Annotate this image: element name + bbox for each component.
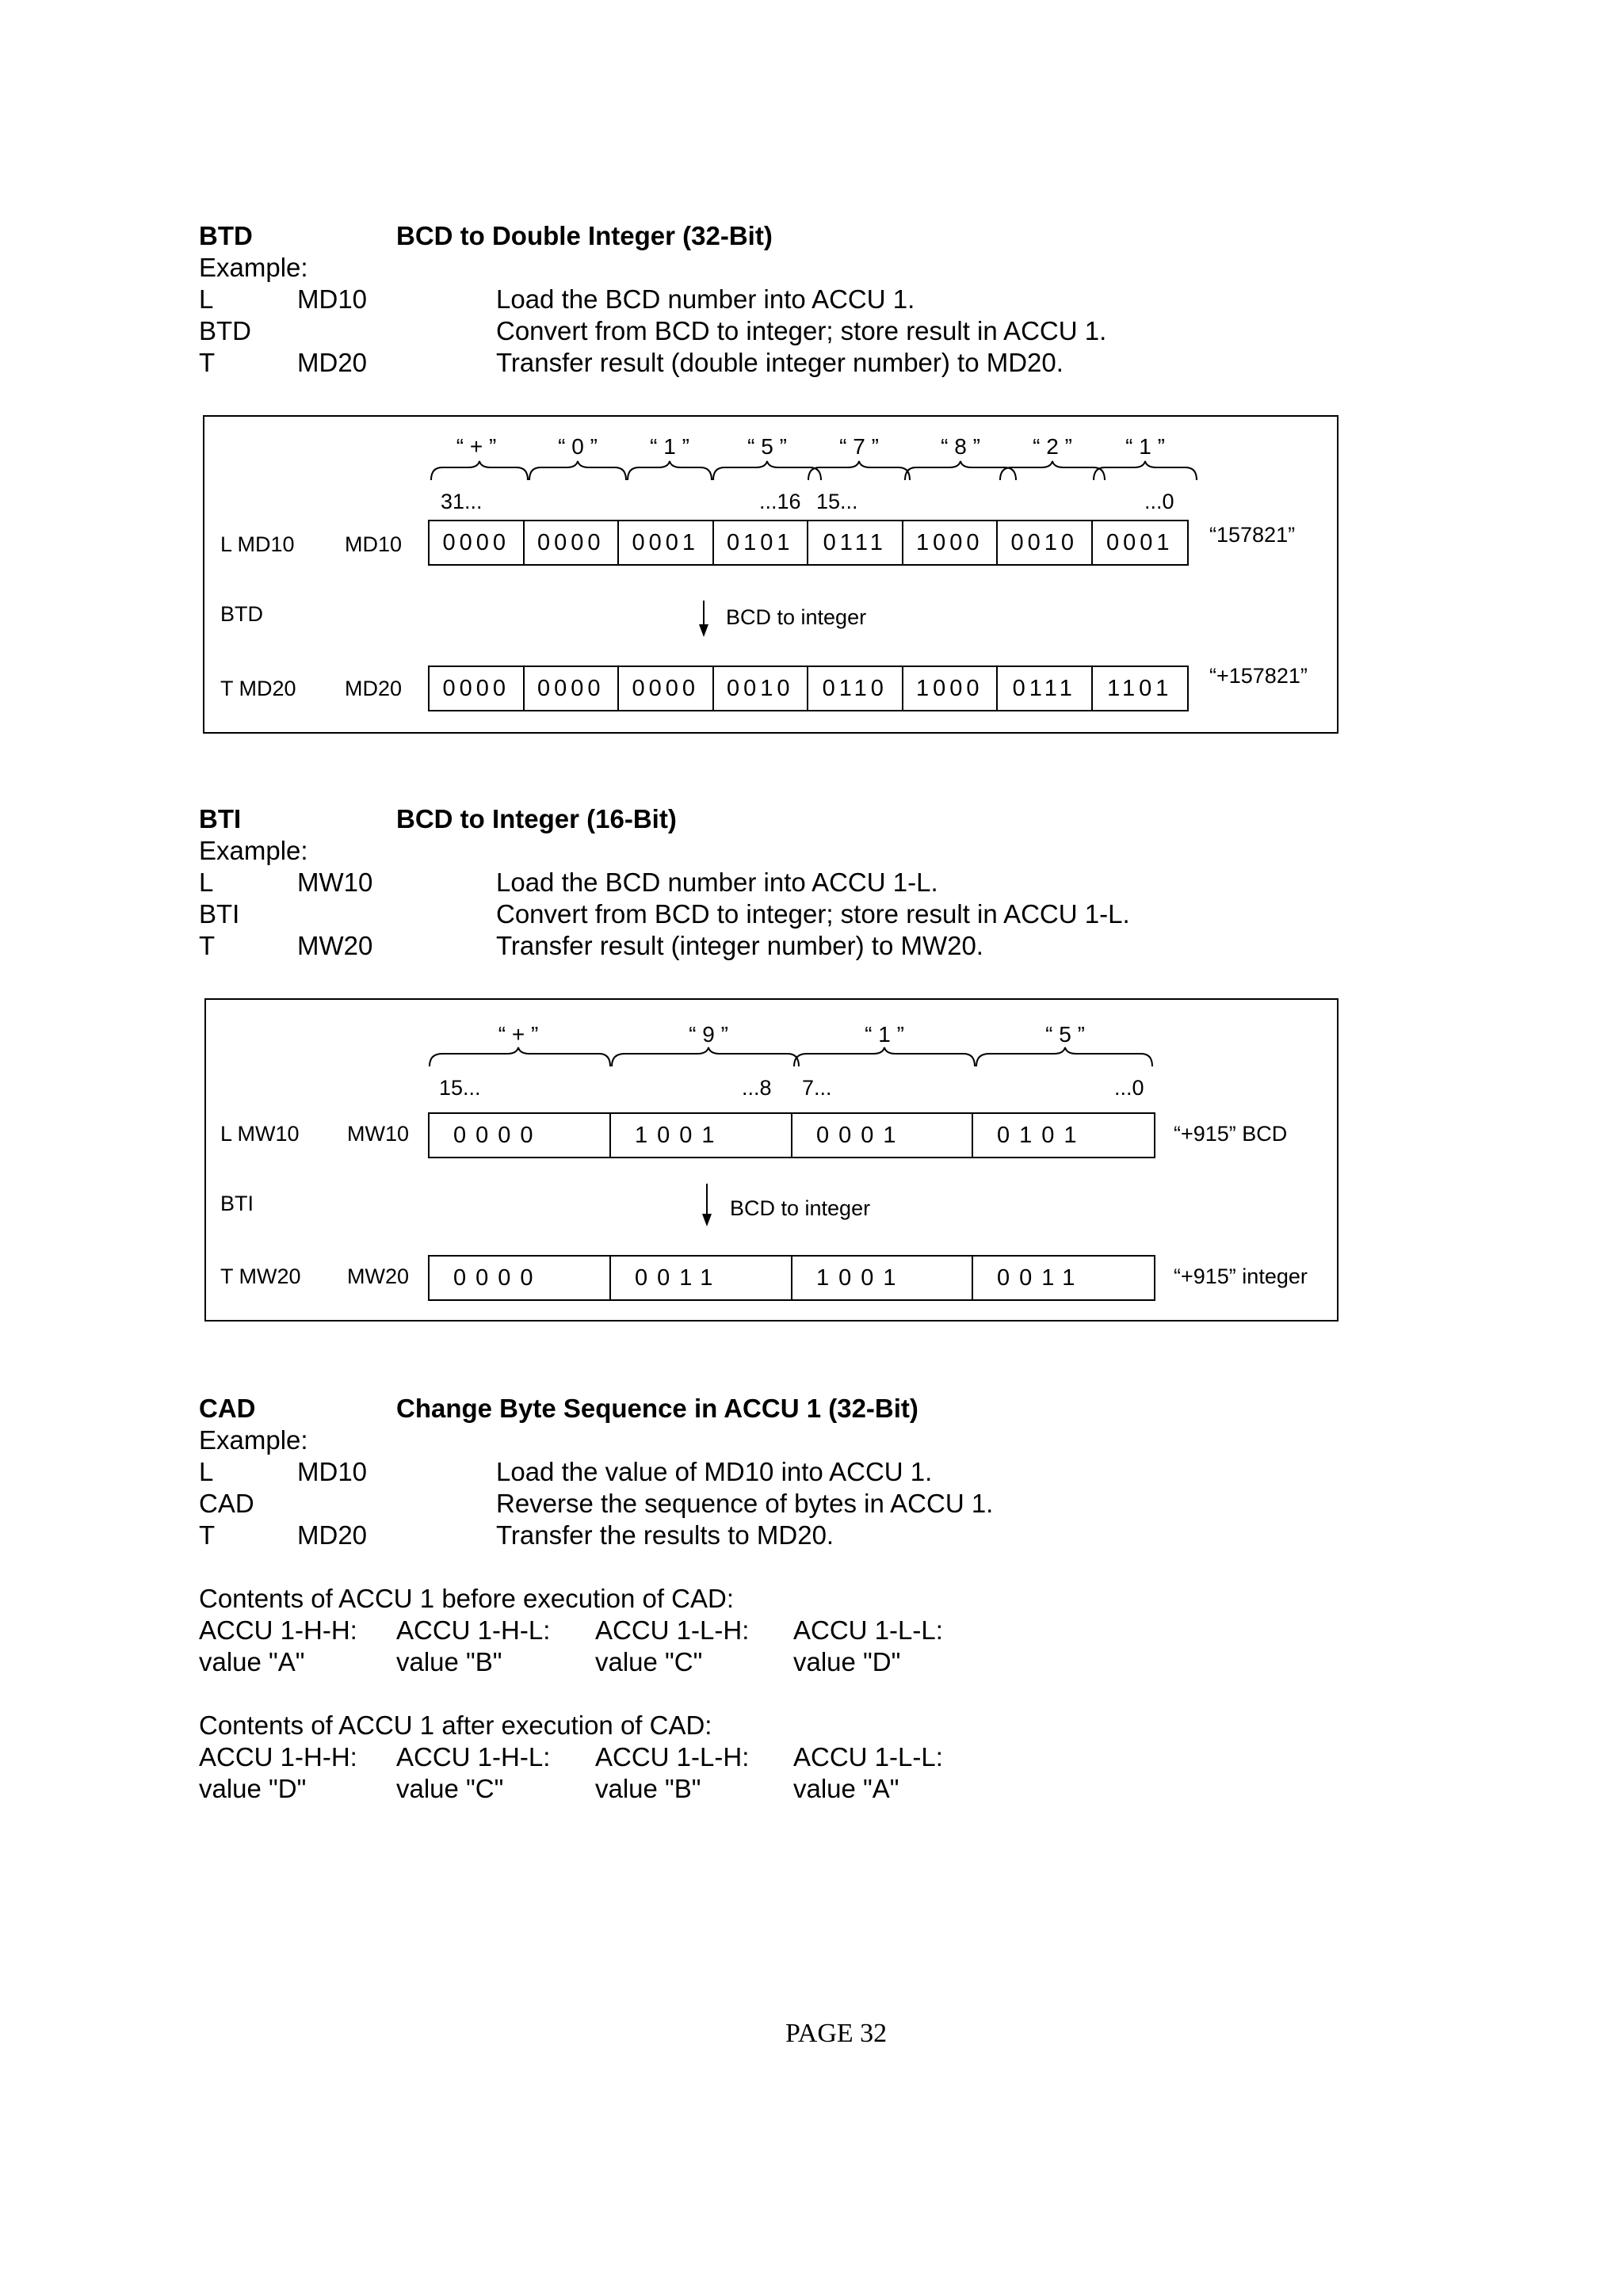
bti-row1-value: “+915” BCD bbox=[1174, 1122, 1288, 1146]
btd-digit: “ 1 ” bbox=[650, 434, 689, 459]
bti-op-arrow-label: BCD to integer bbox=[730, 1196, 871, 1220]
bit-nibble: 0000 bbox=[619, 667, 714, 710]
cad-after-header: ACCU 1-L-H: bbox=[595, 1742, 750, 1772]
bit-nibble: 0101 bbox=[997, 1122, 1086, 1148]
btd-line-desc: Load the BCD number into ACCU 1. bbox=[496, 284, 915, 314]
cad-line-desc: Reverse the sequence of bytes in ACCU 1. bbox=[496, 1489, 994, 1518]
btd-digit: “ 2 ” bbox=[1033, 434, 1072, 459]
cad-before-value: value "B" bbox=[396, 1647, 502, 1676]
bti-row2-reg: MW20 bbox=[347, 1264, 410, 1288]
bti-digit: “ 9 ” bbox=[689, 1022, 728, 1047]
btd-row2-cells bbox=[428, 666, 1189, 711]
bit-nibble: 0000 bbox=[430, 521, 525, 564]
cad-before-heading: Contents of ACCU 1 before execution of CAD: bbox=[199, 1584, 735, 1613]
btd-line-arg: MD20 bbox=[297, 348, 368, 377]
btd-example-label: Example: bbox=[199, 253, 308, 282]
cad-before-value: value "C" bbox=[595, 1647, 703, 1676]
cad-after-header: ACCU 1-H-H: bbox=[199, 1742, 357, 1772]
bti-bit-7: 7... bbox=[802, 1076, 832, 1100]
bit-nibble: 0011 bbox=[611, 1257, 792, 1299]
btd-line-desc: Transfer result (double integer number) to MD20. bbox=[496, 348, 1064, 377]
bti-digit: “ + ” bbox=[498, 1022, 539, 1047]
btd-row1-value: “157821” bbox=[1209, 523, 1296, 547]
bti-title: BCD to Integer (16-Bit) bbox=[396, 804, 677, 833]
btd-row1-reg: MD10 bbox=[345, 532, 403, 556]
bti-bit-15: 15... bbox=[439, 1076, 481, 1100]
btd-bit-31: 31... bbox=[441, 490, 483, 513]
btd-digit: “ 5 ” bbox=[747, 434, 787, 459]
bit-nibble: 0001 bbox=[792, 1114, 973, 1157]
btd-digit: “ 1 ” bbox=[1125, 434, 1165, 459]
page-number: PAGE 32 bbox=[785, 2019, 888, 2048]
bti-op-instr: BTI bbox=[220, 1192, 254, 1215]
btd-line-op: T bbox=[199, 348, 216, 377]
bti-line-arg: MW20 bbox=[297, 931, 373, 960]
bit-nibble: 1001 bbox=[792, 1257, 973, 1299]
bit-nibble: 0011 bbox=[997, 1264, 1085, 1291]
cad-mnemonic: CAD bbox=[199, 1394, 256, 1423]
bti-diagram bbox=[204, 998, 1338, 1322]
btd-op-instr: BTD bbox=[220, 602, 263, 626]
cad-after-value: value "D" bbox=[199, 1774, 307, 1803]
cad-line-desc: Transfer the results to MD20. bbox=[496, 1520, 834, 1550]
bit-nibble: 1000 bbox=[903, 521, 999, 564]
bti-line-desc: Transfer result (integer number) to MW20. bbox=[496, 931, 983, 960]
bti-example-label: Example: bbox=[199, 836, 308, 865]
cad-title: Change Byte Sequence in ACCU 1 (32-Bit) bbox=[396, 1394, 918, 1423]
bit-nibble: 1101 bbox=[1107, 675, 1173, 701]
cad-before-header: ACCU 1-L-H: bbox=[595, 1615, 750, 1645]
btd-line-op: L bbox=[199, 284, 214, 314]
btd-bit-0: ...0 bbox=[1144, 490, 1174, 513]
bti-line-desc: Load the BCD number into ACCU 1-L. bbox=[496, 868, 938, 897]
btd-row1-instr: L MD10 bbox=[220, 532, 295, 556]
cad-after-value: value "B" bbox=[595, 1774, 701, 1803]
bit-nibble: 0000 bbox=[430, 667, 525, 710]
cad-after-value: value "A" bbox=[793, 1774, 899, 1803]
bit-nibble: 0010 bbox=[998, 521, 1093, 564]
cad-line-arg: MD10 bbox=[297, 1457, 368, 1486]
bit-nibble: 1001 bbox=[611, 1114, 792, 1157]
btd-diagram bbox=[203, 415, 1338, 734]
bti-row2-instr: T MW20 bbox=[220, 1264, 301, 1288]
cad-after-header: ACCU 1-H-L: bbox=[396, 1742, 551, 1772]
cad-before-value: value "D" bbox=[793, 1647, 901, 1676]
cad-line-arg: MD20 bbox=[297, 1520, 368, 1550]
btd-title: BCD to Double Integer (32-Bit) bbox=[396, 221, 773, 250]
bti-bit-8: ...8 bbox=[742, 1076, 772, 1100]
bti-line-op: T bbox=[199, 931, 216, 960]
cad-line-op: T bbox=[199, 1520, 216, 1550]
btd-mnemonic: BTD bbox=[199, 221, 253, 250]
bti-line-desc: Convert from BCD to integer; store result in ACCU 1-L. bbox=[496, 899, 1130, 929]
bti-line-arg: MW10 bbox=[297, 868, 373, 897]
bti-row1-reg: MW10 bbox=[347, 1122, 410, 1146]
bit-nibble: 0101 bbox=[714, 521, 809, 564]
btd-line-op: BTD bbox=[199, 316, 251, 345]
bit-nibble: 0111 bbox=[808, 521, 903, 564]
bti-digit: “ 1 ” bbox=[865, 1022, 904, 1047]
bti-row2-value: “+915” integer bbox=[1174, 1264, 1308, 1288]
btd-bit-15: 15... bbox=[816, 490, 858, 513]
cad-after-header: ACCU 1-L-L: bbox=[793, 1742, 943, 1772]
cad-line-op: CAD bbox=[199, 1489, 254, 1518]
bti-line-op: L bbox=[199, 868, 214, 897]
cad-before-header: ACCU 1-L-L: bbox=[793, 1615, 943, 1645]
cad-line-op: L bbox=[199, 1457, 214, 1486]
btd-line-desc: Convert from BCD to integer; store result in ACCU 1. bbox=[496, 316, 1107, 345]
btd-digit: “ + ” bbox=[456, 434, 497, 459]
bit-nibble: 0001 bbox=[1106, 529, 1174, 555]
bti-row1-instr: L MW10 bbox=[220, 1122, 300, 1146]
btd-line-arg: MD10 bbox=[297, 284, 368, 314]
bti-bit-0: ...0 bbox=[1114, 1076, 1144, 1100]
bit-nibble: 0010 bbox=[714, 667, 809, 710]
btd-row2-instr: T MD20 bbox=[220, 677, 296, 700]
bti-row1-cells bbox=[428, 1112, 1155, 1158]
cad-before-header: ACCU 1-H-H: bbox=[199, 1615, 357, 1645]
btd-digit: “ 0 ” bbox=[558, 434, 598, 459]
btd-row2-reg: MD20 bbox=[345, 677, 403, 700]
bit-nibble: 0111 bbox=[998, 667, 1093, 710]
cad-line-desc: Load the value of MD10 into ACCU 1. bbox=[496, 1457, 933, 1486]
cad-before-value: value "A" bbox=[199, 1647, 305, 1676]
btd-digit: “ 8 ” bbox=[941, 434, 980, 459]
btd-bit-16: ...16 bbox=[759, 490, 801, 513]
cad-example-label: Example: bbox=[199, 1425, 308, 1455]
btd-row2-value: “+157821” bbox=[1209, 664, 1308, 688]
bti-down-arrow bbox=[702, 1184, 712, 1226]
bit-nibble: 0001 bbox=[619, 521, 714, 564]
bit-nibble: 0000 bbox=[525, 667, 620, 710]
bit-nibble: 1000 bbox=[903, 667, 999, 710]
cad-after-value: value "C" bbox=[396, 1774, 504, 1803]
bti-line-op: BTI bbox=[199, 899, 240, 929]
bti-digit: “ 5 ” bbox=[1045, 1022, 1085, 1047]
cad-before-header: ACCU 1-H-L: bbox=[396, 1615, 551, 1645]
btd-down-arrow bbox=[699, 601, 708, 637]
bti-mnemonic: BTI bbox=[199, 804, 242, 833]
btd-op-arrow-label: BCD to integer bbox=[726, 605, 867, 629]
bit-nibble: 0000 bbox=[430, 1257, 611, 1299]
cad-after-heading: Contents of ACCU 1 after execution of CAD: bbox=[199, 1711, 712, 1740]
bit-nibble: 0110 bbox=[808, 667, 903, 710]
btd-row1-cells bbox=[428, 520, 1189, 566]
btd-digit: “ 7 ” bbox=[839, 434, 879, 459]
bti-row2-cells bbox=[428, 1255, 1155, 1301]
bit-nibble: 0000 bbox=[525, 521, 620, 564]
bit-nibble: 0000 bbox=[430, 1114, 611, 1157]
